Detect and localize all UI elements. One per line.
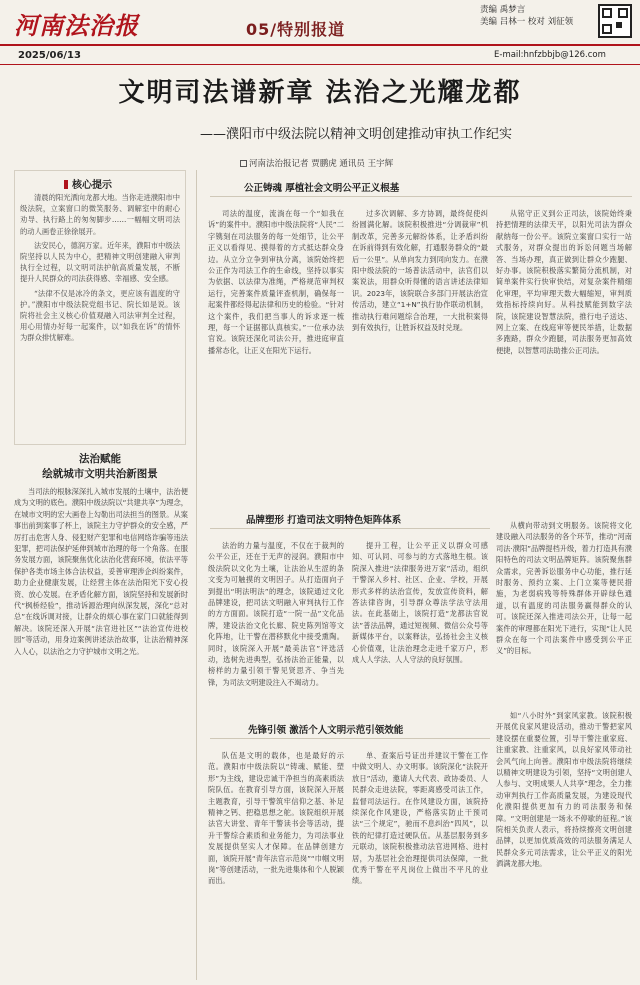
newspaper-logo: 河南法治报	[14, 11, 139, 40]
key-points-title: 核心提示	[64, 176, 112, 191]
column-divider	[196, 170, 197, 980]
key-points-paragraph: 清晨的阳光洒向龙都大地。当你走进濮阳市中级法院，立案窗口的微笑服务、调解室中的耐心劝导、执行路上的匆匆脚步……一幅幅文明司法的动人画卷正徐徐展开。	[20, 193, 180, 236]
section-1-column-2: 过多次调解、多方协调，最终促使纠纷圆满化解。该院积极推进“分调裁审”机制改革，完善多元解纷体系，让矛盾纠纷在诉前得到有效化解，打通服务群众的“最后一公里”。从单向发力到同向发力。在濮阳中级法院的一场普法活动中，法官们以案说法，用群众听得懂的语言讲述法律知识。2023年，该院联合多部门开展法治宣传活动，建立“1+N”执行协作联动机制，推动执行难问题综合治理，一大批积案得到有效执行，让胜诉权益及时兑现。	[352, 209, 488, 333]
section-2-column-2: 提升工程，让公平正义以群众可感知、可认同、可参与的方式落地生根。该院深入推进“法律服务进万家”活动，组织干警深入乡村、社区、企业、学校，开展形式多样的法治宣传，发放宣传资料，解答法律咨询，引导群众尊法学法守法用法。在此基础上，该院打造“龙都法官说法”普法品牌，通过短视频、微信公众号等新媒体平台，以案释法，弘扬社会主义核心价值观，让法治理念走进千家万户，形成人人学法、人人守法的良好氛围。	[352, 541, 488, 665]
contact-email: E-mail:hnfzbbjb@126.com	[494, 50, 606, 60]
editor-credit: 责编 禹梦言	[480, 5, 526, 15]
left-section-title: 法治赋能	[79, 453, 121, 465]
designer-credit: 美编 吕林一 校对 刘征领	[480, 17, 574, 27]
section-3-heading: 先锋引领 激活个人文明示范引领效能	[248, 725, 404, 736]
section-label: 05/特别报道	[246, 20, 346, 39]
section-2-column-1: 法治的力量与温度，不仅在于裁判的公平公正，还在于无声的浸润。濮阳市中级法院以文化为土壤，让法治从生涩的条文变为可触摸的文明因子。从打造面向子到提出“明法明法”的理念，该院通过文化品牌建设，把司法文明融入审判执行工作的方方面面。该院打造“一院一品”文化品牌，建设法治文化长廊、院史陈列馆等文化阵地，让干警在潜移默化中接受熏陶。同时，该院深入开展“最美法官”评选活动，选树先进典型，弘扬法治正能量，以榜样的力量引领干警见贤思齐、争当先锋，为司法文明建设注入不竭动力。	[208, 541, 344, 687]
section-1-column-1: 司法的温度，流淌在每一个“如我在诉”的案件中。濮阳市中级法院将“人民”二字镌刻在司法服务的每一处细节，让公平正义以看得见、摸得着的方式抵达群众身边。从立分立争到审执分离，该院始终把公正作为司法工作的生命线，坚持以事实为依据、以法律为准绳，严格规范审判权运行，完善案件质量评查机制，确保每一起案件都经得起法律和历史的检验。“针对这个案件，我们把当事人的诉求逐一梳理，每一个证据都认真核实。”一位承办法官说。该院还深化司法公开，推进庭审直播常态化，让正义在阳光下运行。	[208, 209, 344, 355]
section-3-column-2: 单、查案后号证出并建议干警在工作中做文明人、办文明事。该院深化“法院开放日”活动，邀请人大代表、政协委员、人民群众走进法院，零距离感受司法工作，监督司法运行。在作风建设方面，该院持续深化作风建设，严格落实防止干预司法“三个规定”，驰而不息纠治“四风”，以铁的纪律打造过硬队伍。从基层服务到多元联动，该院积极推动法官进网格、进村居，为基层社会治理提供司法保障，一批优秀干警在平凡岗位上做出不平凡的业绩。	[352, 751, 488, 886]
section-3-column-1: 队伍是文明的载体，也是最好的示范。濮阳市中级法院以“铸魂、赋能、塑形”为主线，建设忠诚干净担当的高素质法院队伍。在教育引导方面，该院深入开展主题教育，引导干警筑牢信仰之基、补足精神之钙、把稳思想之舵。该院组织开展法官大讲堂、青年干警读书会等活动，提升干警综合素质和业务能力，为司法事业发展提供坚实人才保障。在品牌创建方面，该院开展“青年法官示范岗”“巾帼文明岗”等创建活动，一批先进集体和个人脱颖而出。	[208, 751, 344, 886]
key-points-marker-icon	[64, 180, 68, 189]
masthead-divider-2	[0, 64, 640, 65]
key-points-paragraph: “法律不仅是冰冷的条文，更应该有温度的守护。”濮阳市中级法院党组书记、院长如是说。该院将社会主义核心价值观融入司法审判全过程，用心用情办好每一起案件，以“如我在诉”的情怀为群众排忧解难。	[20, 288, 180, 343]
section-1-column-3: 从铭守正义到公正司法，该院始终秉持把情理的法律天平，以阳光司法为群众献纳每一份公平。该院立案窗口实行一站式服务，对群众提出的诉讼问题当场解答、当场办理，真正做到让群众少跑腿、好办事。该院积极落实繁简分流机制，对简单案件实行快审快结，对复杂案件精细化审理，平均审理天数大幅缩短，审判质效指标持续向好。从科技赋能到数字法院，该院建设智慧法院，推行电子送达、网上立案、在线庭审等便民举措，让数据多跑路，群众少跑腿，司法服务更加高效便捷，以智慧司法助推公正司法。	[496, 209, 632, 355]
left-section-subtitle: 绘就城市文明共治新图景	[42, 468, 158, 480]
byline-icon	[240, 160, 247, 167]
section-2-column-3: 从横向带动到文明服务。该院将文化建设融入司法服务的各个环节，推动“河南司法·濮阳”品牌提档升级，着力打造具有濮阳特色的司法文明品牌矩阵。该院聚焦群众需求，完善诉讼服务中心功能，推行延时服务、预约立案、上门立案等便民措施，为老弱病残等特殊群体开辟绿色通道，以有温度的司法服务赢得群众的认可。该院还深入推进司法公开，让每一起案件的审理都在阳光下进行，实现“让人民群众在每一个司法案件中感受到公平正义”的目标。	[496, 521, 632, 656]
left-section-body: 当司法的根脉深深扎入城市发展的土壤中，法治便成为文明的底色。濮阳中级法院以“共建共享”为理念，在城市文明的宏大画卷上勾勒出司法担当的图景。从案事出前到案事了杯上，该院主力守护群众的安全感，严厉打击危害人身、侵犯财产犯罪和电信网络诈骗等违法犯罪，把司法保护延伸到城市治理的每一个角落。在服务发展方面，该院聚焦优化法治化营商环境，依法平等保护各类市场主体合法权益，妥善审理涉企纠纷案件，助力企业健康发展，让经营主体在法治阳光下安心投资、放心发展。在矛盾化解方面，该院坚持和发展新时代“枫桥经验”，推动诉源治理向纵深发展，深化“总对总”在线诉调对接，让群众的烦心事在家门口就能得到解决。该院还深入开展“法官进社区”“法治宣传进校园”等活动，用身边案例讲述法治故事，让法治精神深入人心，以法治之力守护城市文明之光。	[14, 487, 188, 656]
masthead	[0, 0, 640, 70]
section-1-rule	[210, 196, 632, 197]
staff-credits	[480, 4, 590, 28]
section-3-rule	[210, 738, 490, 739]
article-subhead: ——濮阳市中级法院以精神文明创建推动审执工作纪实	[200, 127, 513, 142]
section-2-rule	[210, 528, 490, 529]
article-headline: 文明司法谱新章 法治之光耀龙都	[118, 78, 522, 108]
masthead-divider	[0, 44, 640, 46]
section-1-heading: 公正铸魂 厚植社会文明公平正义根基	[244, 183, 400, 194]
section-3-column-3: 如“八小时外”到家风家教。该院积极开展优良家风建设活动，推动干警把家风建设摆在重要位置，引导干警注重家庭、注重家教、注重家风，以良好家风带动社会风气向上向善。濮阳市中级法院将继续以精神文明建设为引领，坚持“文明创建人人参与、文明成果人人共享”理念，全力推动审判执行工作高质量发展，为建设现代化濮阳提供更加有力的司法服务和保障。“文明创建是一场永不停歇的征程。”该院相关负责人表示，将持续擦亮文明创建品牌，以更加优质高效的司法服务满足人民群众多元司法需求，让公平正义的阳光洒满龙都大地。	[496, 711, 632, 869]
article-byline: 河南法治报记者 贾鹏虎 通讯员 王宇辉	[240, 157, 393, 169]
key-points-paragraph: 法安民心，德润万家。近年来，濮阳市中级法院坚持以人民为中心，把精神文明创建融入审判执行全过程，以文明司法护航高质量发展，不断提升人民群众的司法获得感、幸福感、安全感。	[20, 240, 180, 284]
key-points-text	[20, 192, 180, 440]
qr-code-icon	[598, 4, 632, 38]
issue-date: 2025/06/13	[18, 50, 81, 61]
section-2-heading: 品牌塑形 打造司法文明特色矩阵体系	[246, 515, 402, 526]
